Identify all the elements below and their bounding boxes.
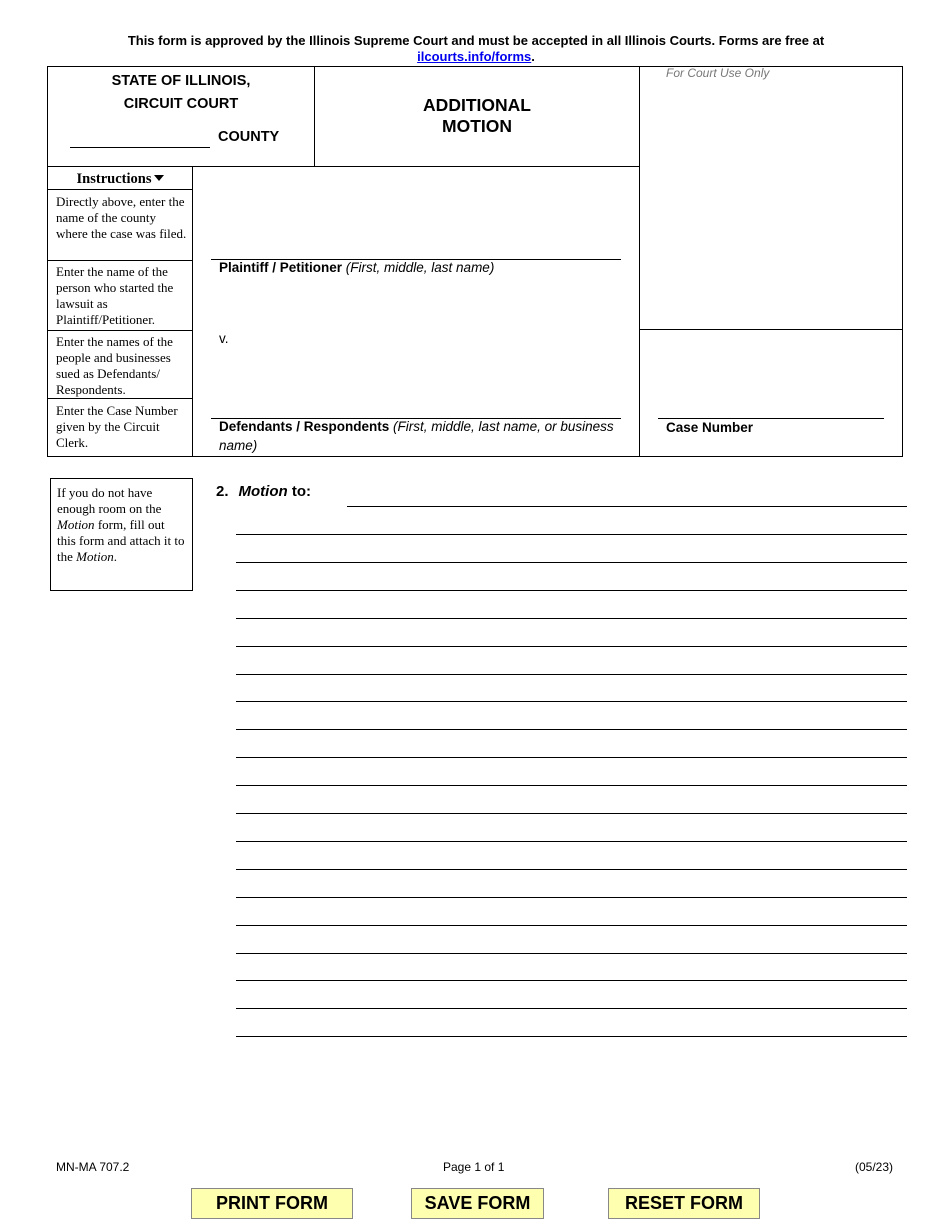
circuit-court-label: CIRCUIT COURT [123,96,239,112]
motion-text-line[interactable] [236,590,907,591]
motion-text-line[interactable] [236,701,907,702]
instructions-sep-1 [47,260,193,261]
plaintiff-label [219,258,494,277]
form-title [315,95,639,137]
instruction-defendants: Enter the names of the people and businesses sued as Defendants/ Respondents. [56,334,173,397]
side-note-italic-2: Motion [76,549,114,564]
revision-date: (05/23) [855,1160,894,1174]
court-header [48,70,314,116]
defendant-label [219,417,619,455]
motion-text-line[interactable] [236,534,907,535]
county-label: COUNTY [218,129,280,145]
form-title-line2: MOTION [442,116,512,136]
instructions-heading-text: Instructions [76,171,152,187]
print-form-button[interactable]: PRINT FORM [191,1188,353,1219]
motion-text-line[interactable] [236,1008,907,1009]
court-use-label: For Court Use Only [666,66,770,80]
court-use-bottom-line [639,329,903,330]
motion-text-line[interactable] [236,869,907,870]
instructions-heading [48,171,193,188]
county-field[interactable] [70,147,210,148]
triangle-down-icon [154,175,164,181]
motion-text-line[interactable] [236,785,907,786]
forms-link[interactable]: ilcourts.info/forms [417,49,532,64]
side-note-text-1: If you do not have enough room on the [57,485,162,516]
side-note-italic-1: Motion [57,517,95,532]
instructions-sep-3 [47,398,193,399]
state-label: STATE OF ILLINOIS, [111,73,251,89]
motion-text-line[interactable] [236,646,907,647]
motion-word: Motion [238,483,288,500]
motion-text-line[interactable] [236,841,907,842]
case-number-label: Case Number [666,420,754,435]
reset-form-button[interactable]: RESET FORM [608,1188,760,1219]
approval-notice [48,33,904,65]
motion-text-line[interactable] [236,925,907,926]
motion-text-line[interactable] [236,897,907,898]
instruction-plaintiff: Enter the name of the person who started the lawsuit as Plaintiff/Petitioner. [56,264,174,327]
motion-text-line[interactable] [236,562,907,563]
versus-label: v. [219,331,229,346]
approval-notice-text: This form is approved by the Illinois Supreme Court and must be accepted in all Illinois Courts. Forms are free at [127,33,825,48]
instruction-case-number: Enter the Case Number given by the Circuit Clerk. [56,403,178,450]
page-number: Page 1 of 1 [443,1160,505,1174]
court-use-divider [639,66,640,457]
defendant-label-hint: (First, middle, last name, or business name) [219,419,614,453]
motion-text-line[interactable] [236,757,907,758]
motion-number: 2. [216,483,229,500]
instructions-divider [192,166,193,457]
forms-link-suffix: . [531,49,535,64]
instructions-sep-2 [47,330,193,331]
defendant-label-bold: Defendants / Respondents [219,419,390,434]
instruction-county: Directly above, enter the name of the county where the case was filed. [56,194,187,241]
motion-text-line[interactable] [236,953,907,954]
save-form-button[interactable]: SAVE FORM [411,1188,544,1219]
motion-text-line[interactable] [236,674,907,675]
case-number-field[interactable] [658,418,884,419]
motion-text-line[interactable] [236,813,907,814]
side-note-text-3: . [113,549,117,564]
motion-label [216,483,311,500]
form-title-line1: ADDITIONAL [423,95,531,115]
side-note [50,478,193,591]
motion-suffix: to: [291,483,311,500]
plaintiff-label-bold: Plaintiff / Petitioner [219,260,343,275]
motion-text-line[interactable] [236,618,907,619]
form-code: MN-MA 707.2 [56,1160,130,1174]
motion-first-line[interactable] [347,506,907,507]
motion-text-line[interactable] [236,1036,907,1037]
plaintiff-label-hint: (First, middle, last name) [345,260,495,275]
motion-text-line[interactable] [236,980,907,981]
motion-text-line[interactable] [236,729,907,730]
instructions-head-line [47,189,193,190]
header-bottom-line [47,166,640,167]
side-note-text-2: form, fill out this form and attach it to the [57,517,185,564]
